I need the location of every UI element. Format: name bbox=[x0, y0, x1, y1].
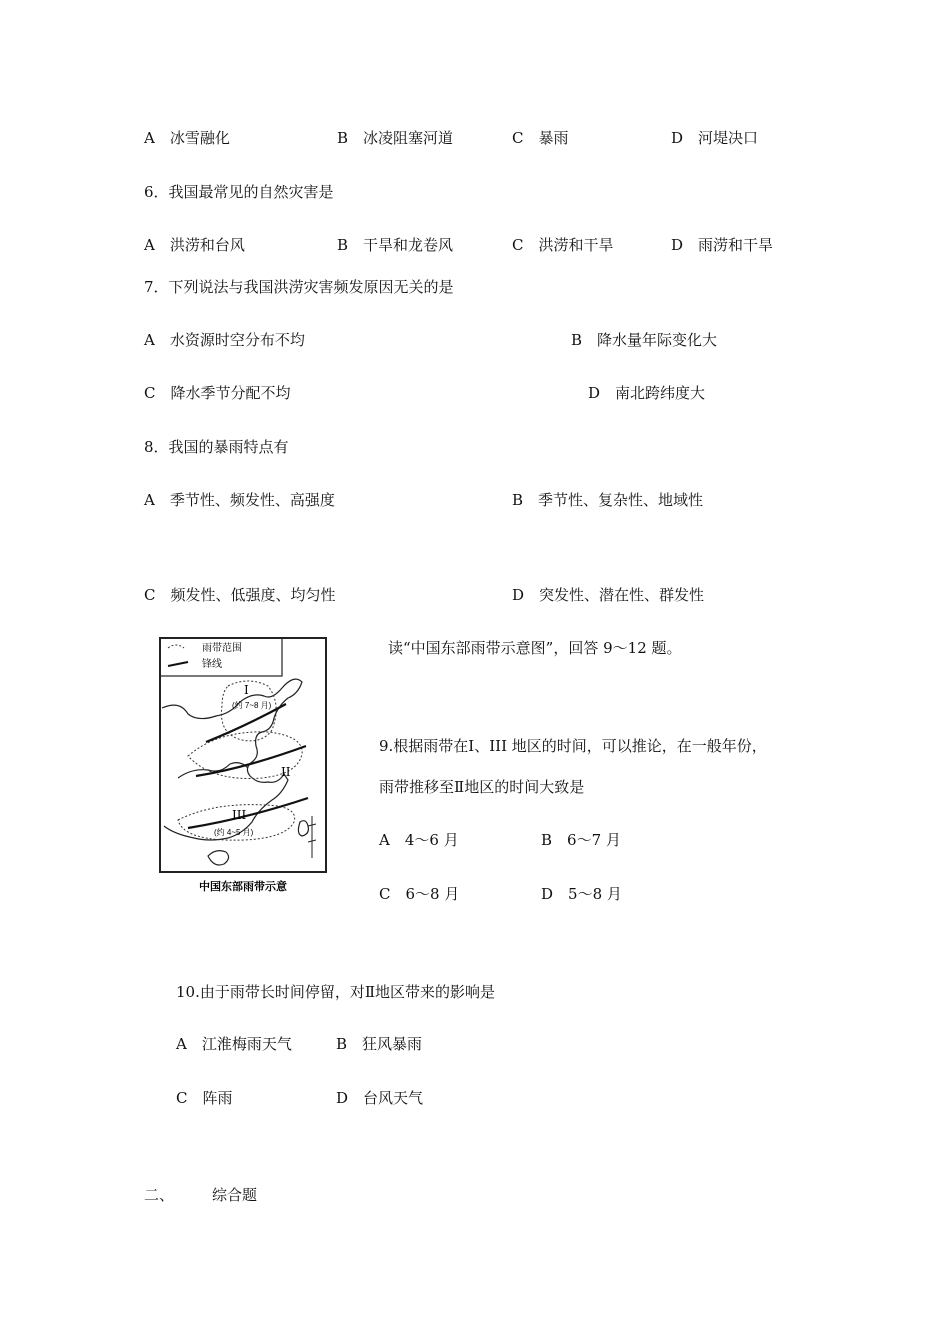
region-3-label: III bbox=[232, 808, 247, 822]
q7-option-b: B 降水量年际变化大 bbox=[571, 331, 718, 349]
q5-option-d: D 河堤决口 bbox=[671, 129, 759, 147]
legend-front-label: 锋线 bbox=[202, 659, 222, 670]
q7-option-d: D 南北跨纬度大 bbox=[588, 384, 706, 402]
q10-option-c: C 阵雨 bbox=[176, 1089, 233, 1107]
region-1-label: I bbox=[244, 683, 249, 697]
rain-belt-map bbox=[158, 636, 328, 898]
q8-option-d: D 突发性、潜在性、群发性 bbox=[512, 586, 705, 604]
q6-stem: 6．我国最常见的自然灾害是 bbox=[144, 183, 334, 201]
q10-stem: 10.由于雨带长时间停留，对Ⅱ地区带来的影响是 bbox=[176, 983, 496, 1001]
q7-option-a: A 水资源时空分布不均 bbox=[144, 331, 305, 349]
q10-option-d: D 台风天气 bbox=[336, 1089, 424, 1107]
q6-option-c: C 洪涝和干旱 bbox=[512, 236, 614, 254]
q8-option-c: C 频发性、低强度、均匀性 bbox=[144, 586, 336, 604]
q6-option-d: D 雨涝和干旱 bbox=[671, 236, 774, 254]
q6-option-b: B 干旱和龙卷风 bbox=[337, 236, 454, 254]
q8-stem: 8．我国的暴雨特点有 bbox=[144, 438, 289, 456]
q9-option-d: D 5～8 月 bbox=[541, 885, 622, 903]
q10-option-a: A 江淮梅雨天气 bbox=[176, 1035, 292, 1053]
q9-option-a: A 4～6 月 bbox=[379, 831, 459, 849]
section2-number: 二、 bbox=[144, 1186, 175, 1204]
rain-range-legend-icon bbox=[168, 645, 184, 648]
q5-option-b: B 冰凌阻塞河道 bbox=[337, 129, 454, 147]
region-1-time-label: (约 7~8 月) bbox=[232, 701, 272, 710]
q9-stem-line1: 9.根据雨带在Ⅰ、III 地区的时间，可以推论，在一般年份， bbox=[379, 737, 767, 755]
q10-option-b: B 狂风暴雨 bbox=[336, 1035, 423, 1053]
region-3-time-label: (约 4~5 月) bbox=[214, 828, 254, 837]
q5-option-a: A 冰雪融化 bbox=[144, 129, 230, 147]
q7-option-c: C 降水季节分配不均 bbox=[144, 384, 291, 402]
section2-title: 综合题 bbox=[212, 1186, 258, 1204]
q7-stem: 7．下列说法与我国洪涝灾害频发原因无关的是 bbox=[144, 278, 454, 296]
legend-range-label: 雨带范围 bbox=[202, 643, 242, 654]
q9-stem-line2: 雨带推移至Ⅱ地区的时间大致是 bbox=[379, 778, 585, 796]
q9-option-b: B 6～7 月 bbox=[541, 831, 621, 849]
q5-option-c: C 暴雨 bbox=[512, 129, 569, 147]
q8-option-b: B 季节性、复杂性、地域性 bbox=[512, 491, 704, 509]
q6-option-a: A 洪涝和台风 bbox=[144, 236, 245, 254]
region-2-label: II bbox=[281, 765, 291, 779]
q8-option-a: A 季节性、频发性、高强度 bbox=[144, 491, 335, 509]
q9-option-c: C 6～8 月 bbox=[379, 885, 460, 903]
front-legend-icon bbox=[168, 662, 188, 666]
reading-intro: 读“中国东部雨带示意图”，回答 9～12 题。 bbox=[388, 639, 682, 657]
map-caption: 中国东部雨带示意 bbox=[199, 881, 287, 893]
